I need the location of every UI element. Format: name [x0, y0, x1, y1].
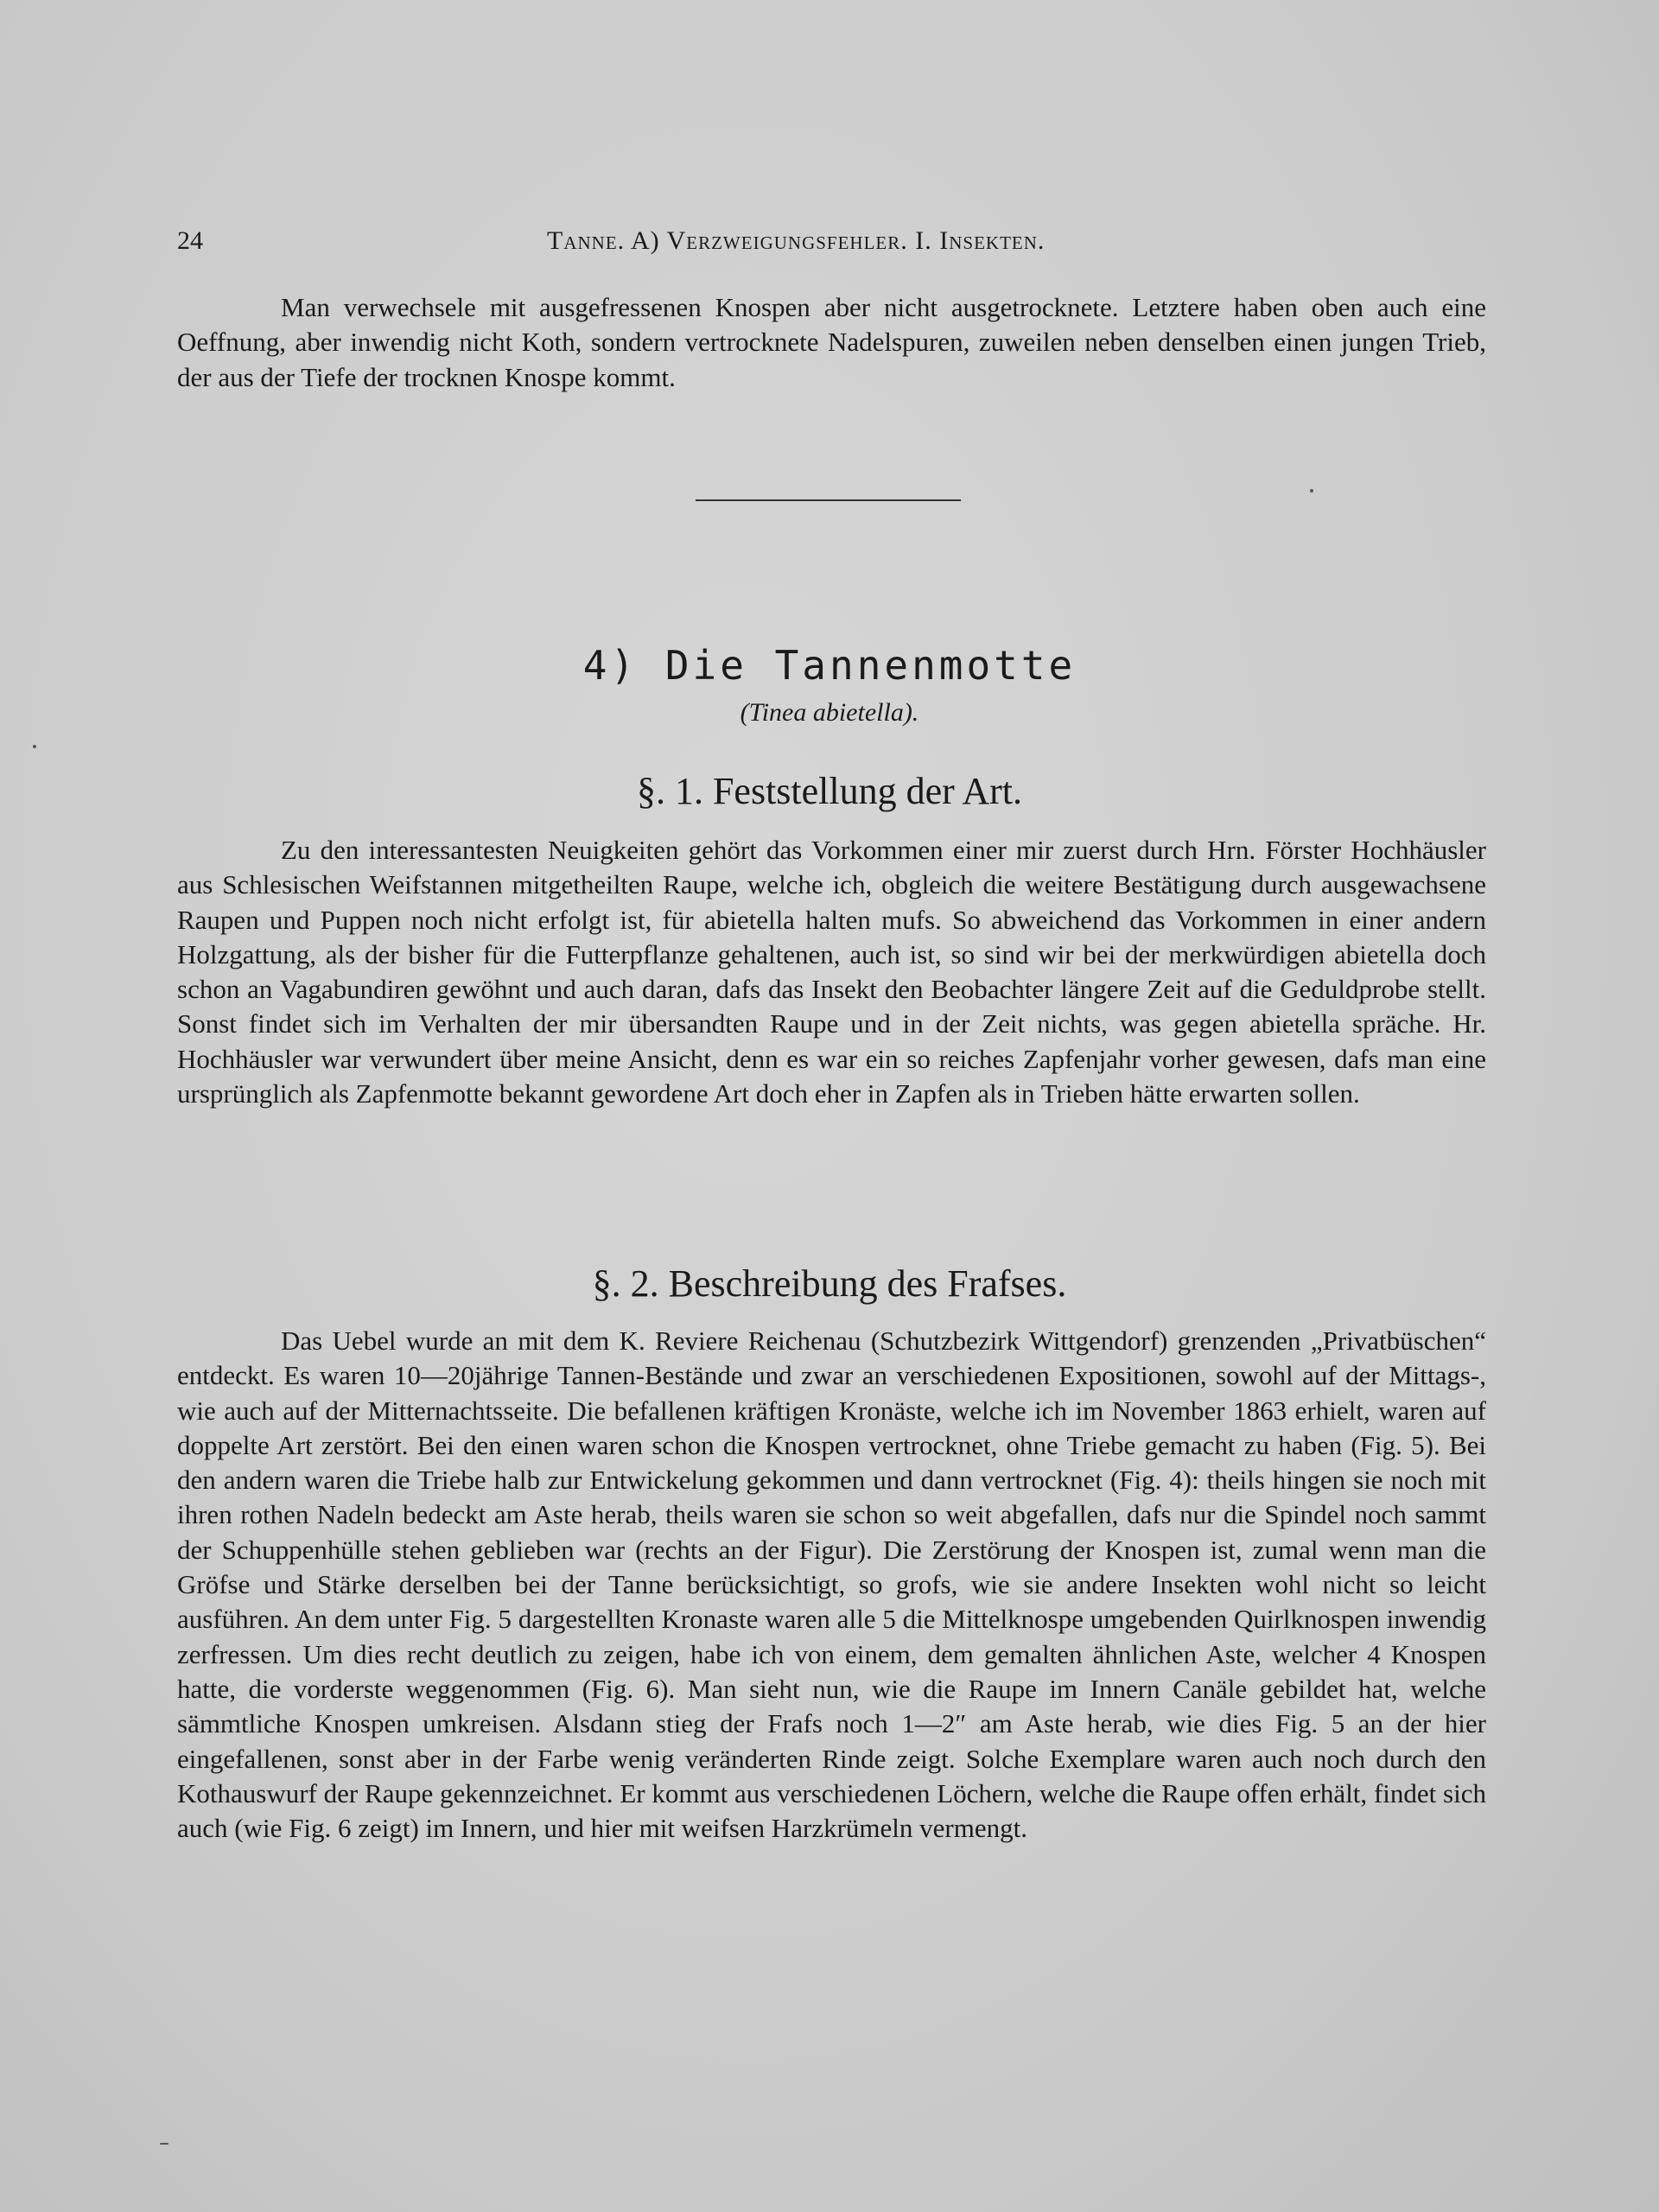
- scan-speck: [160, 2143, 168, 2145]
- scan-speck: [1310, 489, 1313, 493]
- scan-speck: [33, 745, 36, 748]
- chapter-subtitle: (Tinea abietella).: [740, 698, 919, 727]
- section-2-text: [177, 1324, 1486, 1846]
- intro-paragraph: Man verwechsele mit ausgefressenen Knospen aber nicht ausgetrocknete. Letztere haben oben auch eine Oeffnung, aber inwendig nicht Koth, sondern vertrocknete Nadelspuren, zuweilen neben denselben einen jungen Trieb, der aus der Tiefe der trocknen Knospe kommt.: [177, 292, 1486, 392]
- section-2-paragraph: Das Uebel wurde an mit dem K. Reviere Reichenau (Schutzbezirk Wittgendorf) grenzenden „Privatbüschen“ entdeckt. Es waren 10—20jährige Tannen-Bestände und zwar an verschiedenen Expositionen, sowohl auf der Mittags-, wie auch auf der Mitternachtsseite. Die befallenen kräftigen Kronäste, welche ich im November 1863 erhielt, waren auf doppelte Art zerstört. Bei den einen waren schon die Knospen vertrocknet, ohne Triebe gemacht zu haben (Fig. 5). Bei den andern waren die Triebe halb zur Entwickelung gekommen und dann vertrocknet (Fig. 4): theils hingen sie noch mit ihren rothen Nadeln bedeckt am Aste herab, theils waren sie schon so weit abgefallen, dafs nur die Spindel noch sammt der Schuppenhülle stehen geblieben war (rechts an der Figur). Die Zerstörung der Knospen ist, zumal wenn man die Gröfse und Stärke derselben bei der Tanne berücksichtigt, so grofs, wie sie andere Insekten wohl nicht so leicht ausführen. An dem unter Fig. 5 dargestellten Kronaste waren alle 5 die Mittelknospe umgebenden Quirlknospen inwendig zerfressen. Um dies recht deutlich zu zeigen, habe ich von einem, dem gemalten ähnlichen Aste, welcher 4 Knospen hatte, die vorderste weggenommen (Fig. 6). Man sieht nun, wie die Raupe im Innern Canäle gebildet hat, welche sämmtliche Knospen umkreisen. Alsdann stieg der Frafs noch 1—2″ am Aste herab, wie dies Fig. 5 an der hier eingefallenen, sonst aber in der Farbe wenig veränderten Rinde zeigt. Solche Exemplare waren auch noch durch den Kothauswurf der Raupe gekennzeichnet. Er kommt aus verschiedenen Löchern, welche die Raupe offen erhält, findet sich auch (wie Fig. 6 zeigt) im Innern, und hier mit weifsen Harzkrümeln vermengt.: [177, 1325, 1486, 1844]
- section-1-paragraph: Zu den interessantesten Neuigkeiten gehört das Vorkommen einer mir zuerst durch Hrn. Förster Hochhäusler aus Schlesischen Weifstannen mitgetheilten Raupe, welche ich, obgleich die weitere Bestätigung durch ausgewachsene Raupen und Puppen noch nicht erfolgt ist, für abietella halten mufs. So abweichend das Vorkommen in einer andern Holzgattung, als der bisher für die Futterpflanze gehaltenen, auch ist, so sind wir bei der merkwürdigen abietella doch schon an Vagabundiren gewöhnt und auch daran, dafs das Insekt den Beobachter längere Zeit auf die Geduldprobe stellt. Sonst findet sich im Verhalten der mir übersandten Raupe und in der Zeit nichts, was gegen abietella spräche. Hr. Hochhäusler war verwundert über meine Ansicht, denn es war ein so reiches Zapfenjahr vorher gewesen, dafs man eine ursprünglich als Zapfenmotte bekannt gewordene Art doch eher in Zapfen als in Trieben hätte erwarten sollen.: [177, 835, 1486, 1109]
- intro-text: [177, 290, 1486, 395]
- section-divider: [696, 499, 961, 501]
- running-title: Tanne. A) Verzweigungsfehler. I. Insekten.: [547, 226, 1046, 255]
- page-number: 24: [177, 226, 203, 255]
- running-header: [177, 226, 1491, 261]
- section-1-heading: §. 1. Feststellung der Art.: [636, 770, 1023, 812]
- chapter-title: 4) Die Tannenmotte: [582, 642, 1077, 689]
- section-2-heading: §. 2. Beschreibung des Frafses.: [592, 1262, 1067, 1305]
- section-1-text: [177, 833, 1486, 1111]
